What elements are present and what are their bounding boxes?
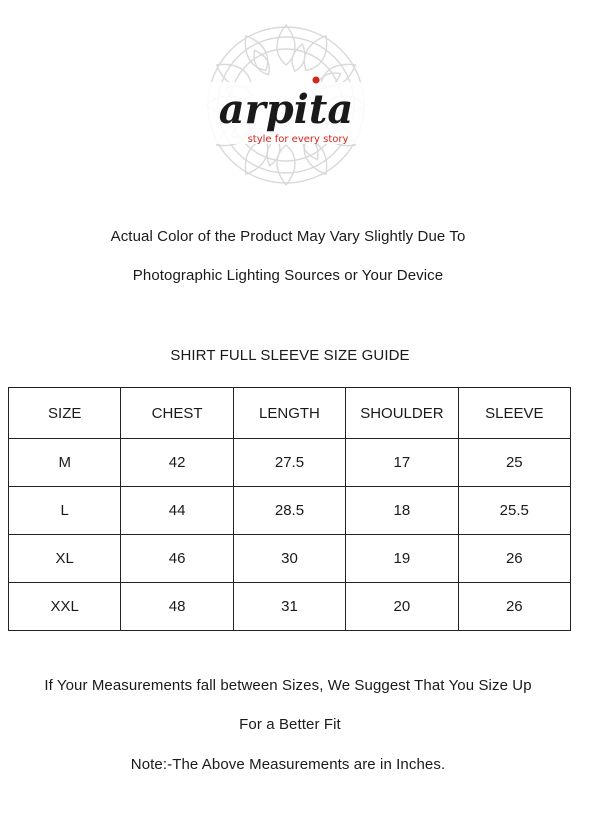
table-cell: 25 <box>458 439 570 487</box>
color-disclaimer-line-2: Photographic Lighting Sources or Your Device <box>132 267 444 284</box>
table-cell: M <box>9 439 121 487</box>
table-cell: 25.5 <box>458 487 570 535</box>
table-cell: 26 <box>458 535 570 583</box>
size-guide-table <box>8 387 571 631</box>
table-row <box>9 583 571 631</box>
table-cell: 17 <box>346 439 458 487</box>
header-size: SIZE <box>9 388 121 439</box>
table-cell: XXL <box>9 583 121 631</box>
wordmark-dot <box>313 77 320 84</box>
table-cell: XL <box>9 535 121 583</box>
header-sleeve: SLEEVE <box>458 388 570 439</box>
table-row <box>9 535 571 583</box>
table-cell: 48 <box>121 583 233 631</box>
table-row <box>9 487 571 535</box>
table-cell: 44 <box>121 487 233 535</box>
table-cell: 46 <box>121 535 233 583</box>
table-cell: 19 <box>346 535 458 583</box>
table-cell: 20 <box>346 583 458 631</box>
table-header-row <box>9 388 571 439</box>
measurement-unit-note: Note:-The Above Measurements are in Inches. <box>130 756 446 773</box>
header-chest: CHEST <box>121 388 233 439</box>
table-cell: 42 <box>121 439 233 487</box>
size-guide-title: SHIRT FULL SLEEVE SIZE GUIDE <box>170 347 410 364</box>
size-advice-line-1: If Your Measurements fall between Sizes, We Suggest That You Size Up <box>44 677 532 694</box>
table-cell: 18 <box>346 487 458 535</box>
header-shoulder: SHOULDER <box>346 388 458 439</box>
color-disclaimer-line-1: Actual Color of the Product May Vary Slightly Due To <box>110 228 466 245</box>
mandala-logo-graphic <box>170 20 402 190</box>
header-length: LENGTH <box>233 388 345 439</box>
brand-logo <box>170 20 402 190</box>
brand-wordmark: arpita <box>218 86 354 133</box>
size-advice-line-2: For a Better Fit <box>239 716 341 733</box>
table-cell: L <box>9 487 121 535</box>
table-cell: 27.5 <box>233 439 345 487</box>
table-cell: 30 <box>233 535 345 583</box>
table-cell: 28.5 <box>233 487 345 535</box>
brand-tagline: style for every story <box>247 134 349 145</box>
table-cell: 26 <box>458 583 570 631</box>
table-cell: 31 <box>233 583 345 631</box>
table-row <box>9 439 571 487</box>
